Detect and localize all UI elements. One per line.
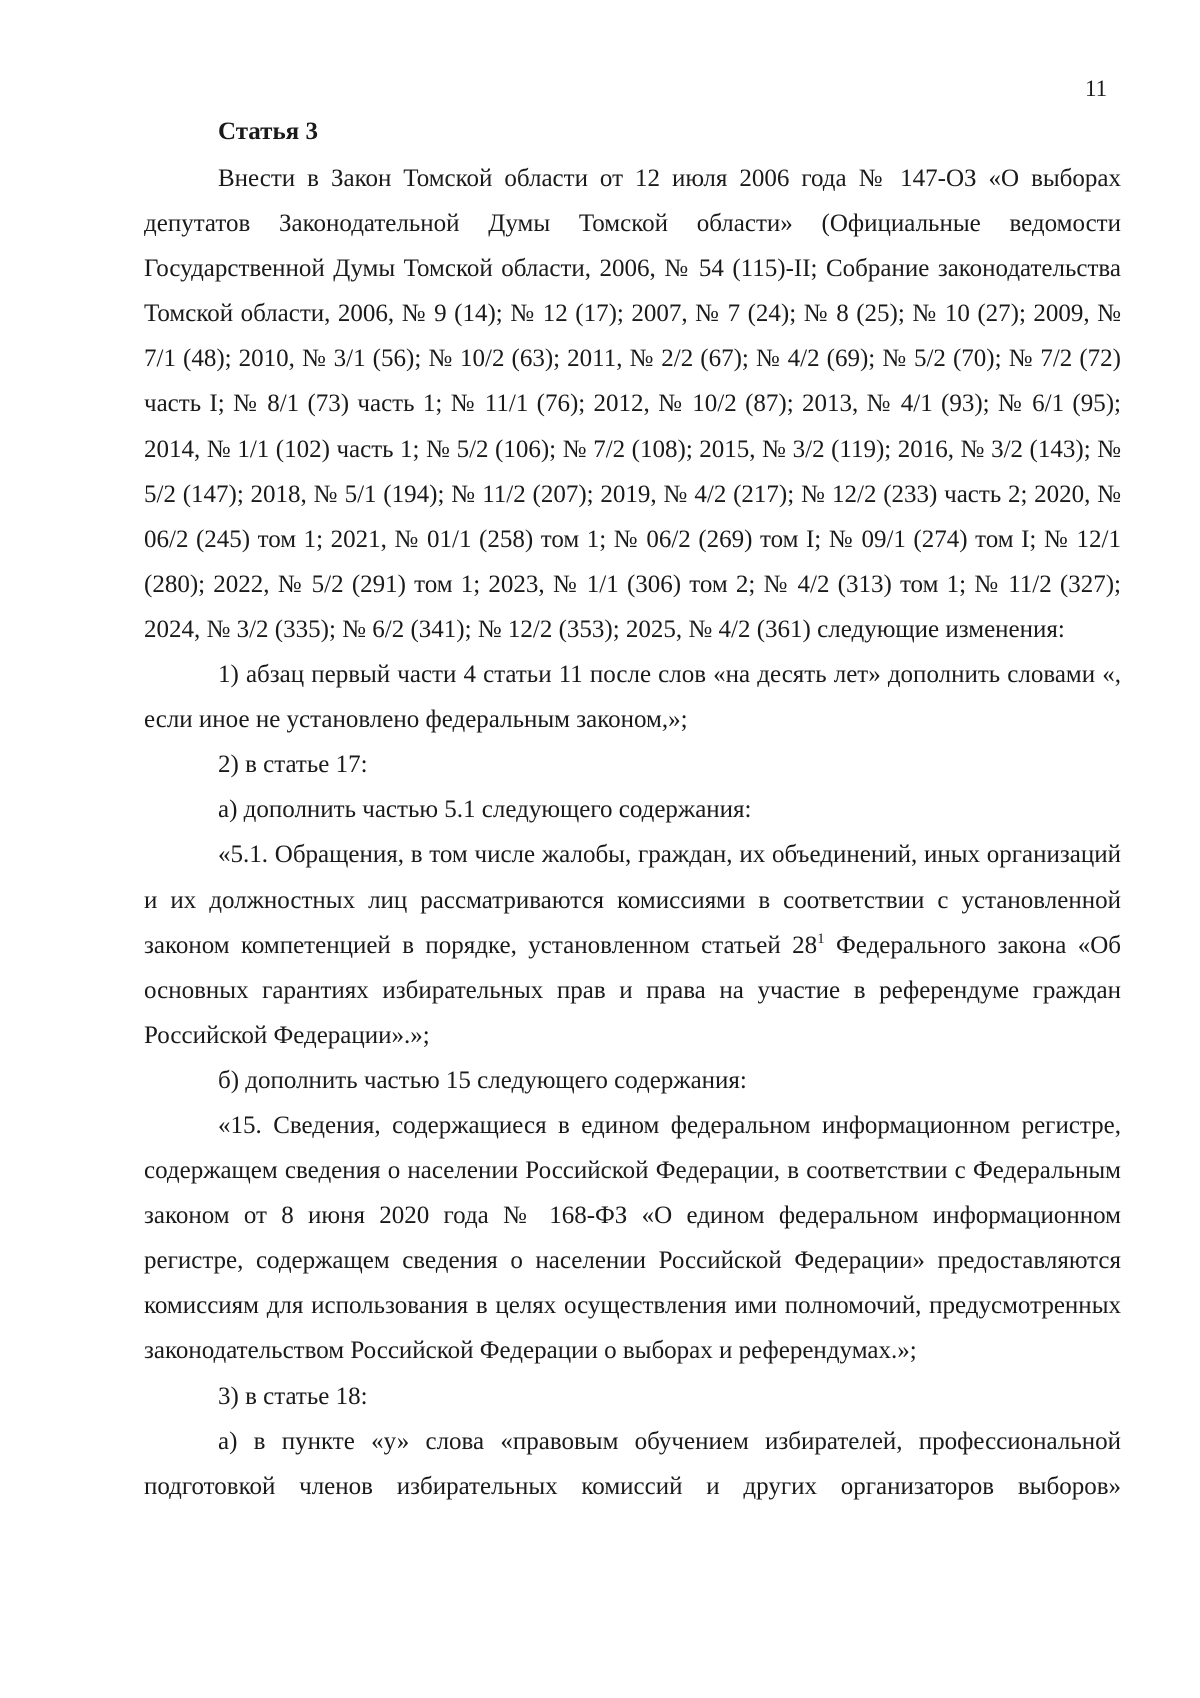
amendment-item-2a: а) дополнить частью 5.1 следующего содержания:: [218, 796, 752, 824]
article-intro-paragraph: Внести в Закон Томской области от 12 июля 2006 года № 147-ОЗ «О выборах депутатов Законодательной Думы Томской области» (Официальные ведомости Государственной Думы Томской области, 2006, № 54 (115)-II; Собрание законодательства Томской области, 2006, № 9 (14); № 12 (17); 2007, № 7 (24); № 8 (25); № 10 (27); 2009, № 7/1 (48); 2010, № 3/1 (56); № 10/2 (63); 2011, № 2/2 (67); № 4/2 (69); № 5/2 (70); № 7/2 (72) часть I; № 8/1 (73) часть 1; № 11/1 (76); 2012, № 10/2 (87); 2013, № 4/1 (93); № 6/1 (95); 2014, № 1/1 (102) часть 1; № 5/2 (106); № 7/2 (108); 2015, № 3/2 (119); 2016, № 3/2 (143); № 5/2 (147); 2018, № 5/1 (194); № 11/2 (207); 2019, № 4/2 (217); № 12/2 (233) часть 2; 2020, № 06/2 (245) том 1; 2021, № 01/1 (258) том 1; № 06/2 (269) том I; № 09/1 (274) том I; № 12/1 (280); 2022, № 5/2 (291) том 1; 2023, № 1/1 (306) том 2; № 4/2 (313) том 1; № 11/2 (327); 2024, № 3/2 (335); № 6/2 (341); № 12/2 (353); 2025, № 4/2 (361) следующие изменения:: [144, 165, 1121, 643]
article-superscript: 1: [817, 930, 825, 947]
amendment-item-2b-text: «15. Сведения, содержащиеся в едином федеральном информационном регистре, содержащем сведения о населении Российской Федерации, в соответствии с Федеральным законом от 8 июня 2020 года № 168-ФЗ «О едином федеральном информационном регистре, содержащем сведения о населении Российской Федерации» предоставляются комиссиям для использования в целях осуществления ими полномочий, предусмотренных законодательством Российской Федерации о выборах и референдумах.»;: [144, 1111, 1121, 1365]
amendment-item-2a-text: [144, 832, 1121, 1057]
amendment-item-3: 3) в статье 18:: [218, 1382, 368, 1410]
amendment-item-2a-text-part1: «5.1. Обращения, в том числе жалобы, граждан, их объединений, иных организаций и их должностных лиц рассматриваются комиссиями в соответствии с установленной законом компетенцией в порядке, установленном статьей 28: [144, 841, 1121, 959]
page-number: 11: [1085, 76, 1108, 101]
amendment-item-1: 1) абзац первый части 4 статьи 11 после слов «на десять лет» дополнить словами «, если иное не установлено федеральным законом,»;: [144, 661, 1121, 734]
article-body: [144, 156, 1121, 1509]
amendment-item-2a-text-part2: Федерального закона «Об основных гарантиях избирательных прав и права на участие в референдуме граждан Российской Федерации».»;: [144, 931, 1121, 1049]
article-title: Статья 3: [218, 118, 318, 145]
amendment-item-3a: а) в пункте «у» слова «правовым обучением избирателей, профессиональной подготовкой членов избирательных комиссий и других организаторов выборов»: [144, 1427, 1121, 1500]
amendment-item-2b: б) дополнить частью 15 следующего содержания:: [218, 1066, 747, 1094]
amendment-item-2: 2) в статье 17:: [218, 751, 368, 779]
